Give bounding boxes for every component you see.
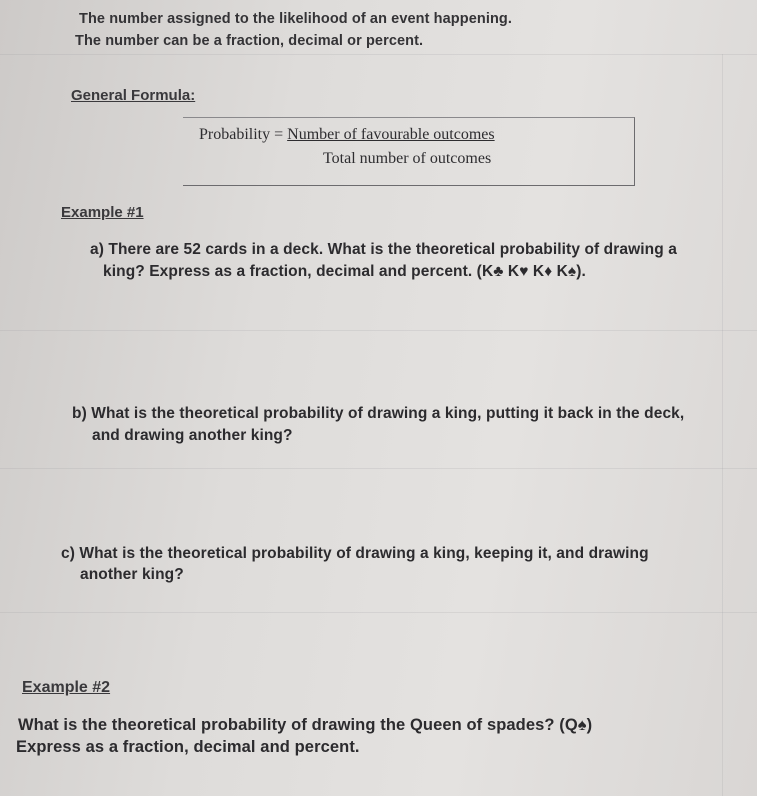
example-1-heading: Example #1: [61, 204, 144, 221]
definition-line-1: The number assigned to the likelihood of an event happening.: [79, 11, 512, 27]
question-a-line-1: a) There are 52 cards in a deck. What is the theoretical probability of drawing a: [90, 241, 677, 258]
question-c-line-2: another king?: [80, 566, 184, 583]
rule-line: [0, 54, 757, 55]
formula-denominator: Total number of outcomes: [323, 150, 492, 167]
rule-line: [722, 54, 723, 796]
question-b-line-2: and drawing another king?: [92, 427, 293, 444]
question-b-line-1: b) What is the theoretical probability of drawing a king, putting it back in the deck,: [72, 405, 685, 422]
formula-equals: =: [274, 126, 284, 143]
formula-numerator-line: [199, 126, 495, 144]
rule-line: [0, 330, 757, 331]
rule-line: [0, 468, 757, 469]
example-2-question-line-1: What is the theoretical probability of drawing the Queen of spades? (Q♠): [18, 716, 593, 734]
rule-line: [0, 612, 757, 613]
general-formula-heading: General Formula:: [71, 87, 196, 104]
formula-lhs: Probability: [199, 126, 271, 143]
question-a-line-2: king? Express as a fraction, decimal and percent. (K♣ K♥ K♦ K♠).: [103, 263, 586, 280]
example-2-heading: Example #2: [22, 679, 111, 696]
example-2-question-line-2: Express as a fraction, decimal and percent.: [16, 738, 360, 756]
formula-numerator: Number of favourable outcomes: [287, 126, 495, 143]
definition-line-2: The number can be a fraction, decimal or percent.: [75, 33, 424, 49]
question-c-line-1: c) What is the theoretical probability of drawing a king, keeping it, and drawing: [61, 545, 649, 562]
